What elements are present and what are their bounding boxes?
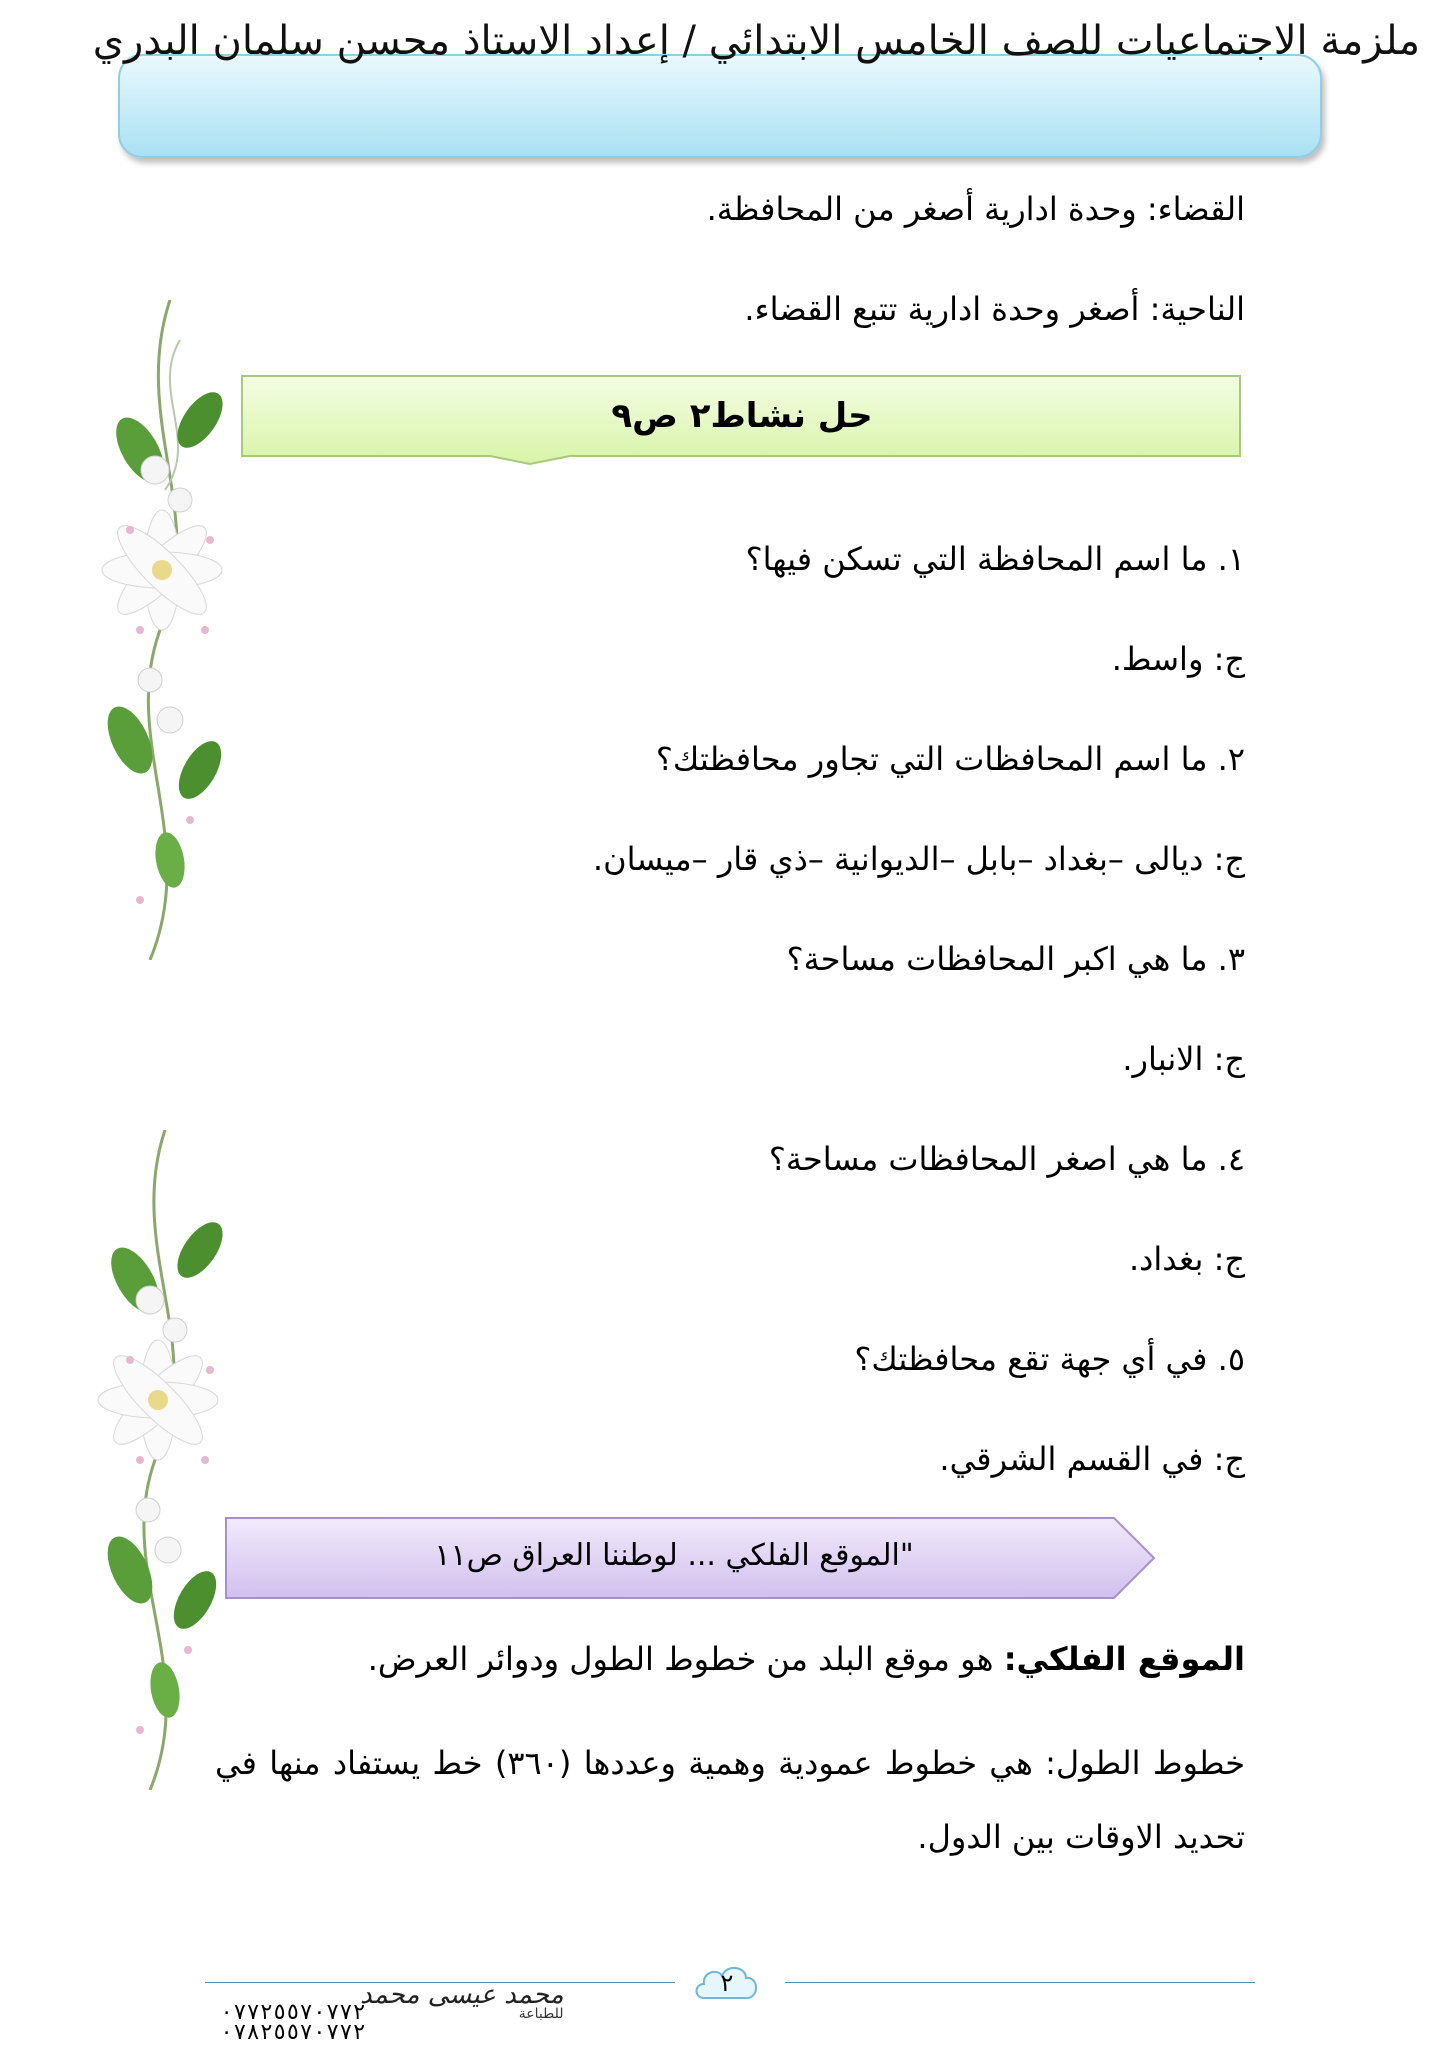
- question-1: ١. ما اسم المحافظة التي تسكن فيها؟: [745, 540, 1245, 578]
- definition-nahiya: الناحية: أصغر وحدة ادارية تتبع القضاء.: [744, 290, 1245, 328]
- header-banner: [118, 54, 1322, 158]
- page-number: ٢: [720, 1969, 734, 1997]
- answer-1: ج: واسط.: [1111, 640, 1245, 678]
- astro-term: الموقع الفلكي:: [1003, 1640, 1245, 1678]
- answer-2: ج: ديالى –بغداد –بابل –الديوانية –ذي قار –ميسان.: [592, 840, 1245, 878]
- signature-sub: للطباعة: [518, 2006, 564, 2022]
- definition-qadaa: القضاء: وحدة ادارية أصغر من المحافظة.: [706, 190, 1245, 228]
- signature: [360, 1980, 564, 2022]
- footer-divider-right: [785, 1982, 1255, 1983]
- phone-number-1: ٠٧٧٢٥٥٧٠٧٧٢: [220, 2000, 366, 2025]
- longitude-paragraph: خطوط الطول: هي خطوط عمودية وهمية وعددها (٣٦٠) خط يستفاد منها في تحديد الاوقات بين الدول.: [215, 1744, 1246, 1856]
- flower-garland-icon: [70, 1130, 245, 1790]
- question-2: ٢. ما اسم المحافظات التي تجاور محافظتك؟: [655, 740, 1245, 778]
- astro-definition: [368, 1640, 1245, 1678]
- question-3: ٣. ما هي اكبر المحافظات مساحة؟: [786, 940, 1245, 978]
- question-5: ٥. في أي جهة تقع محافظتك؟: [854, 1340, 1245, 1378]
- header-title: ملزمة الاجتماعيات للصف الخامس الابتدائي / إعداد الاستاذ محسن سلمان البدري: [92, 18, 1420, 64]
- astro-definition-text: هو موقع البلد من خطوط الطول ودوائر العرض.: [367, 1640, 1004, 1678]
- activity-banner-title: حل نشاط٢ ص٩: [611, 396, 873, 436]
- question-4: ٤. ما هي اصغر المحافظات مساحة؟: [768, 1140, 1245, 1178]
- flower-garland-icon: [70, 300, 245, 960]
- section-banner-title: "الموقع الفلكي ... لوطننا العراق ص١١: [434, 1538, 914, 1573]
- answer-5: ج: في القسم الشرقي.: [939, 1440, 1245, 1478]
- signature-name: محمد عيسى محمد: [360, 1980, 564, 2010]
- answer-4: ج: بغداد.: [1128, 1240, 1245, 1278]
- phone-number-2: ٠٧٨٢٥٥٧٠٧٧٢: [220, 2020, 366, 2045]
- answer-3: ج: الانبار.: [1122, 1040, 1245, 1078]
